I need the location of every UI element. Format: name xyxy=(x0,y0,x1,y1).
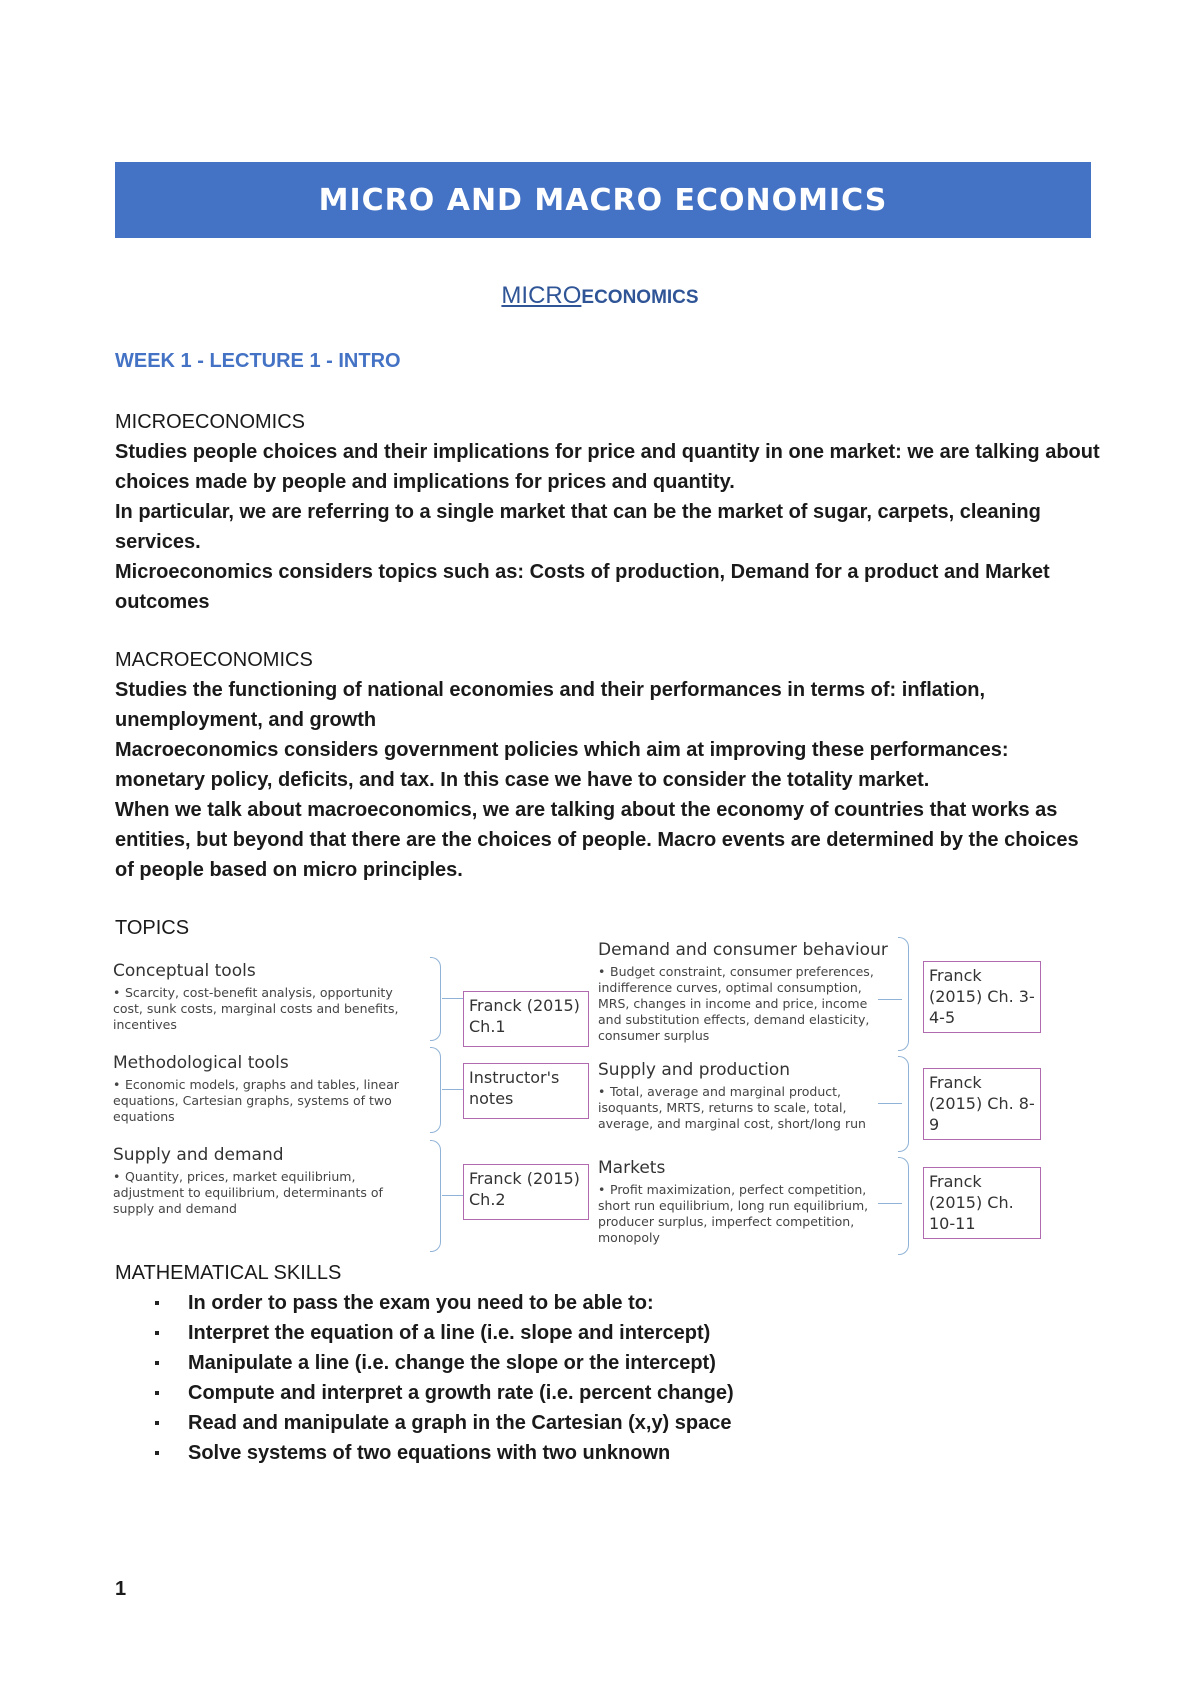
topic-title: Demand and consumer behaviour xyxy=(598,940,888,960)
topic-bullet-text: Total, average and marginal product, isoquants, MRTS, returns to scale, total, average, and marginal cost, short/long run xyxy=(598,1084,866,1131)
week-heading: WEEK 1 - LECTURE 1 - INTRO xyxy=(115,350,401,372)
bullet-icon xyxy=(155,1451,159,1455)
list-item xyxy=(115,1378,734,1408)
topic-title: Supply and demand xyxy=(113,1145,284,1165)
micro-section xyxy=(115,407,1100,617)
reference-box: Instructor's notes xyxy=(463,1063,589,1119)
connector xyxy=(878,1203,902,1204)
list-item xyxy=(115,1438,734,1468)
topic-bullet-text: Profit maximization, perfect competition, short run equilibrium, long run equilibrium, producer surplus, imperfect competition, monopoly xyxy=(598,1182,869,1245)
section-title-part2: ECONOMICS xyxy=(581,287,699,308)
list-item-text: Solve systems of two equations with two unknown xyxy=(188,1442,671,1464)
document-title: MICRO AND MACRO ECONOMICS xyxy=(318,182,888,218)
bracket xyxy=(898,937,909,1051)
macro-section xyxy=(115,645,1100,885)
topic-bullet: • Quantity, prices, market equilibrium, adjustment to equilibrium, determinants of supply and demand xyxy=(113,1169,383,1216)
topic-bullet-text: Budget constraint, consumer preferences, indifference curves, optimal consumption, MRS, changes in income and price, income and substitution effects, demand elasticity, consumer surplus xyxy=(598,964,874,1043)
topic-title: Supply and production xyxy=(598,1060,791,1080)
list-item-text: In order to pass the exam you need to be able to: xyxy=(188,1292,654,1314)
topic-bullet-text: Quantity, prices, market equilibrium, adjustment to equilibrium, determinants of supply and demand xyxy=(113,1169,383,1216)
bullet-icon xyxy=(155,1331,159,1335)
macro-heading: MACROECONOMICS xyxy=(115,649,313,671)
topic-bullet: • Total, average and marginal product, isoquants, MRTS, returns to scale, total, average, and marginal cost, short/long run xyxy=(598,1084,866,1131)
bullet-icon xyxy=(155,1301,159,1305)
bullet-icon xyxy=(155,1391,159,1395)
micro-paragraph: Microeconomics considers topics such as: Costs of production, Demand for a product and Market outcomes xyxy=(115,561,1050,613)
list-item xyxy=(115,1288,734,1318)
topic-bullet: • Economic models, graphs and tables, linear equations, Cartesian graphs, systems of two equations xyxy=(113,1077,399,1124)
topics-heading: TOPICS xyxy=(115,917,190,939)
micro-paragraph: Studies people choices and their implications for price and quantity in one market: we are talking about choices made by people and implications for prices and quantity. xyxy=(115,441,1100,493)
micro-paragraph: In particular, we are referring to a single market that can be the market of sugar, carpets, cleaning services. xyxy=(115,501,1041,553)
reference-box: Franck (2015) Ch.1 xyxy=(463,991,589,1047)
bracket xyxy=(898,1056,909,1152)
connector xyxy=(878,999,902,1000)
list-item-text: Manipulate a line (i.e. change the slope or the intercept) xyxy=(188,1352,716,1374)
reference-box: Franck (2015) Ch. 3-4-5 xyxy=(923,961,1041,1033)
section-title xyxy=(0,282,1200,310)
bullet-icon xyxy=(155,1421,159,1425)
macro-paragraph: Studies the functioning of national economies and their performances in terms of: inflation, unemployment, and growth xyxy=(115,679,986,731)
page-number: 1 xyxy=(115,1578,127,1600)
bracket xyxy=(430,1140,441,1252)
list-item-text: Interpret the equation of a line (i.e. slope and intercept) xyxy=(188,1322,711,1344)
topic-title: Methodological tools xyxy=(113,1053,289,1073)
topic-bullet-text: Economic models, graphs and tables, linear equations, Cartesian graphs, systems of two equations xyxy=(113,1077,399,1124)
list-item xyxy=(115,1318,734,1348)
macro-paragraph: Macroeconomics considers government policies which aim at improving these performances: monetary policy, deficits, and tax. In this case we have to consider the totality market. xyxy=(115,739,1009,791)
topic-title: Markets xyxy=(598,1158,666,1178)
reference-box: Franck (2015) Ch.2 xyxy=(463,1164,589,1220)
math-skills-list xyxy=(115,1288,734,1468)
topic-bullet: • Scarcity, cost-benefit analysis, opportunity cost, sunk costs, marginal costs and benefits, incentives xyxy=(113,985,399,1032)
topic-bullet: • Profit maximization, perfect competition, short run equilibrium, long run equilibrium, producer surplus, imperfect competition, monopoly xyxy=(598,1182,869,1245)
title-banner xyxy=(115,162,1091,238)
reference-box: Franck (2015) Ch. 8-9 xyxy=(923,1068,1041,1140)
topic-title: Conceptual tools xyxy=(113,961,256,981)
section-title-part1: MICRO xyxy=(501,282,582,309)
list-item-text: Compute and interpret a growth rate (i.e. percent change) xyxy=(188,1382,734,1404)
bracket xyxy=(430,957,441,1041)
connector xyxy=(878,1103,902,1104)
math-skills-section xyxy=(115,1258,734,1468)
topic-bullet: • Budget constraint, consumer preferences, indifference curves, optimal consumption, MRS, changes in income and price, income and substitution effects, demand elasticity, consumer surplus xyxy=(598,964,874,1043)
topics-figure xyxy=(110,935,1050,1255)
bracket xyxy=(430,1047,441,1133)
topic-bullet-text: Scarcity, cost-benefit analysis, opportunity cost, sunk costs, marginal costs and benefits, incentives xyxy=(113,985,399,1032)
micro-heading: MICROECONOMICS xyxy=(115,411,305,433)
list-item xyxy=(115,1348,734,1378)
reference-box: Franck (2015) Ch. 10-11 xyxy=(923,1167,1041,1239)
bullet-icon xyxy=(155,1361,159,1365)
math-skills-heading: MATHEMATICAL SKILLS xyxy=(115,1262,342,1284)
list-item xyxy=(115,1408,734,1438)
macro-paragraph: When we talk about macroeconomics, we are talking about the economy of countries that works as entities, but beyond that there are the choices of people. Macro events are determined by the choices of people based on micro principles. xyxy=(115,799,1079,881)
bracket xyxy=(898,1157,909,1255)
list-item-text: Read and manipulate a graph in the Cartesian (x,y) space xyxy=(188,1412,732,1434)
